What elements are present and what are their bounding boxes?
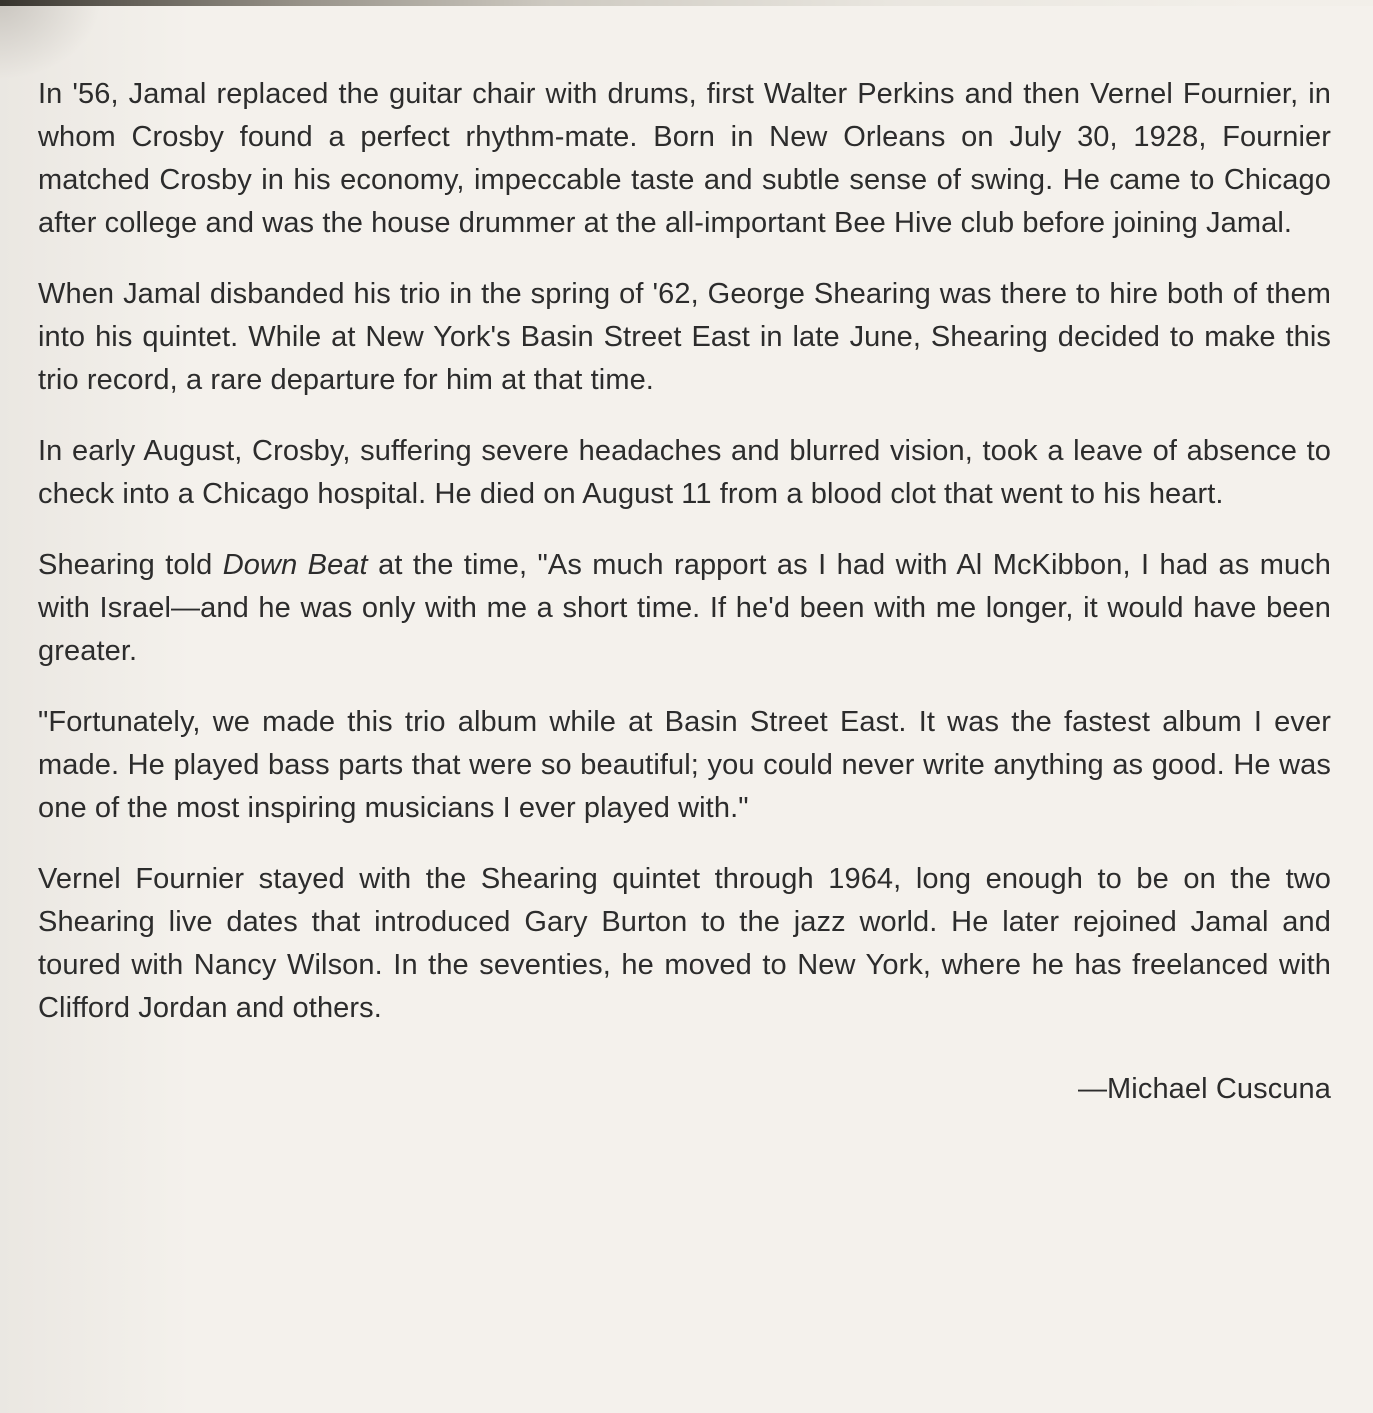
paragraph-fournier-intro: In '56, Jamal replaced the guitar chair with drums, first Walter Perkins and then Vernel Fournier, in whom Crosby found a perfect rhythm-mate. Born in New Orleans on July 30, 1928, Fournier matched Crosby in his economy, impeccable taste and subtle sense of swing. He came to Chicago after college and was the house drummer at the all-important Bee Hive club before joining Jamal. <box>38 78 1331 239</box>
paragraph-downbeat-quote-pre: Shearing told <box>38 549 223 581</box>
liner-notes-text-block <box>38 73 1331 1111</box>
paragraph-fortunately-quote: "Fortunately, we made this trio album while at Basin Street East. It was the fastest album I ever made. He played bass parts that were so beautiful; you could never write anything as good. He was one of the most inspiring musicians I ever played with." <box>38 706 1331 824</box>
paragraph-crosby-death: In early August, Crosby, suffering severe headaches and blurred vision, took a leave of absence to check into a Chicago hospital. He died on August 11 from a blood clot that went to his heart. <box>38 435 1331 510</box>
paragraph-downbeat-quote <box>38 544 1331 673</box>
paragraph-downbeat-quote-post: at the time, "As much rapport as I had with Al McKibbon, I had as much with Israel—and he was only with me a short time. If he'd been with me longer, it would have been greater. <box>38 549 1332 667</box>
scan-edge-artifact <box>0 0 1373 6</box>
author-signature: —Michael Cuscuna <box>1077 1073 1331 1105</box>
paragraph-fournier-later-career: Vernel Fournier stayed with the Shearing quintet through 1964, long enough to be on the two Shearing live dates that introduced Gary Burton to the jazz world. He later rejoined Jamal and toured with Nancy Wilson. In the seventies, he moved to New York, where he has freelanced with Clifford Jordan and others. <box>38 863 1331 1024</box>
publication-title-italic: Down Beat <box>222 549 368 581</box>
paragraph-shearing-hire: When Jamal disbanded his trio in the spring of '62, George Shearing was there to hire both of them into his quintet. While at New York's Basin Street East in late June, Shearing decided to make this trio record, a rare departure for him at that time. <box>38 278 1331 396</box>
